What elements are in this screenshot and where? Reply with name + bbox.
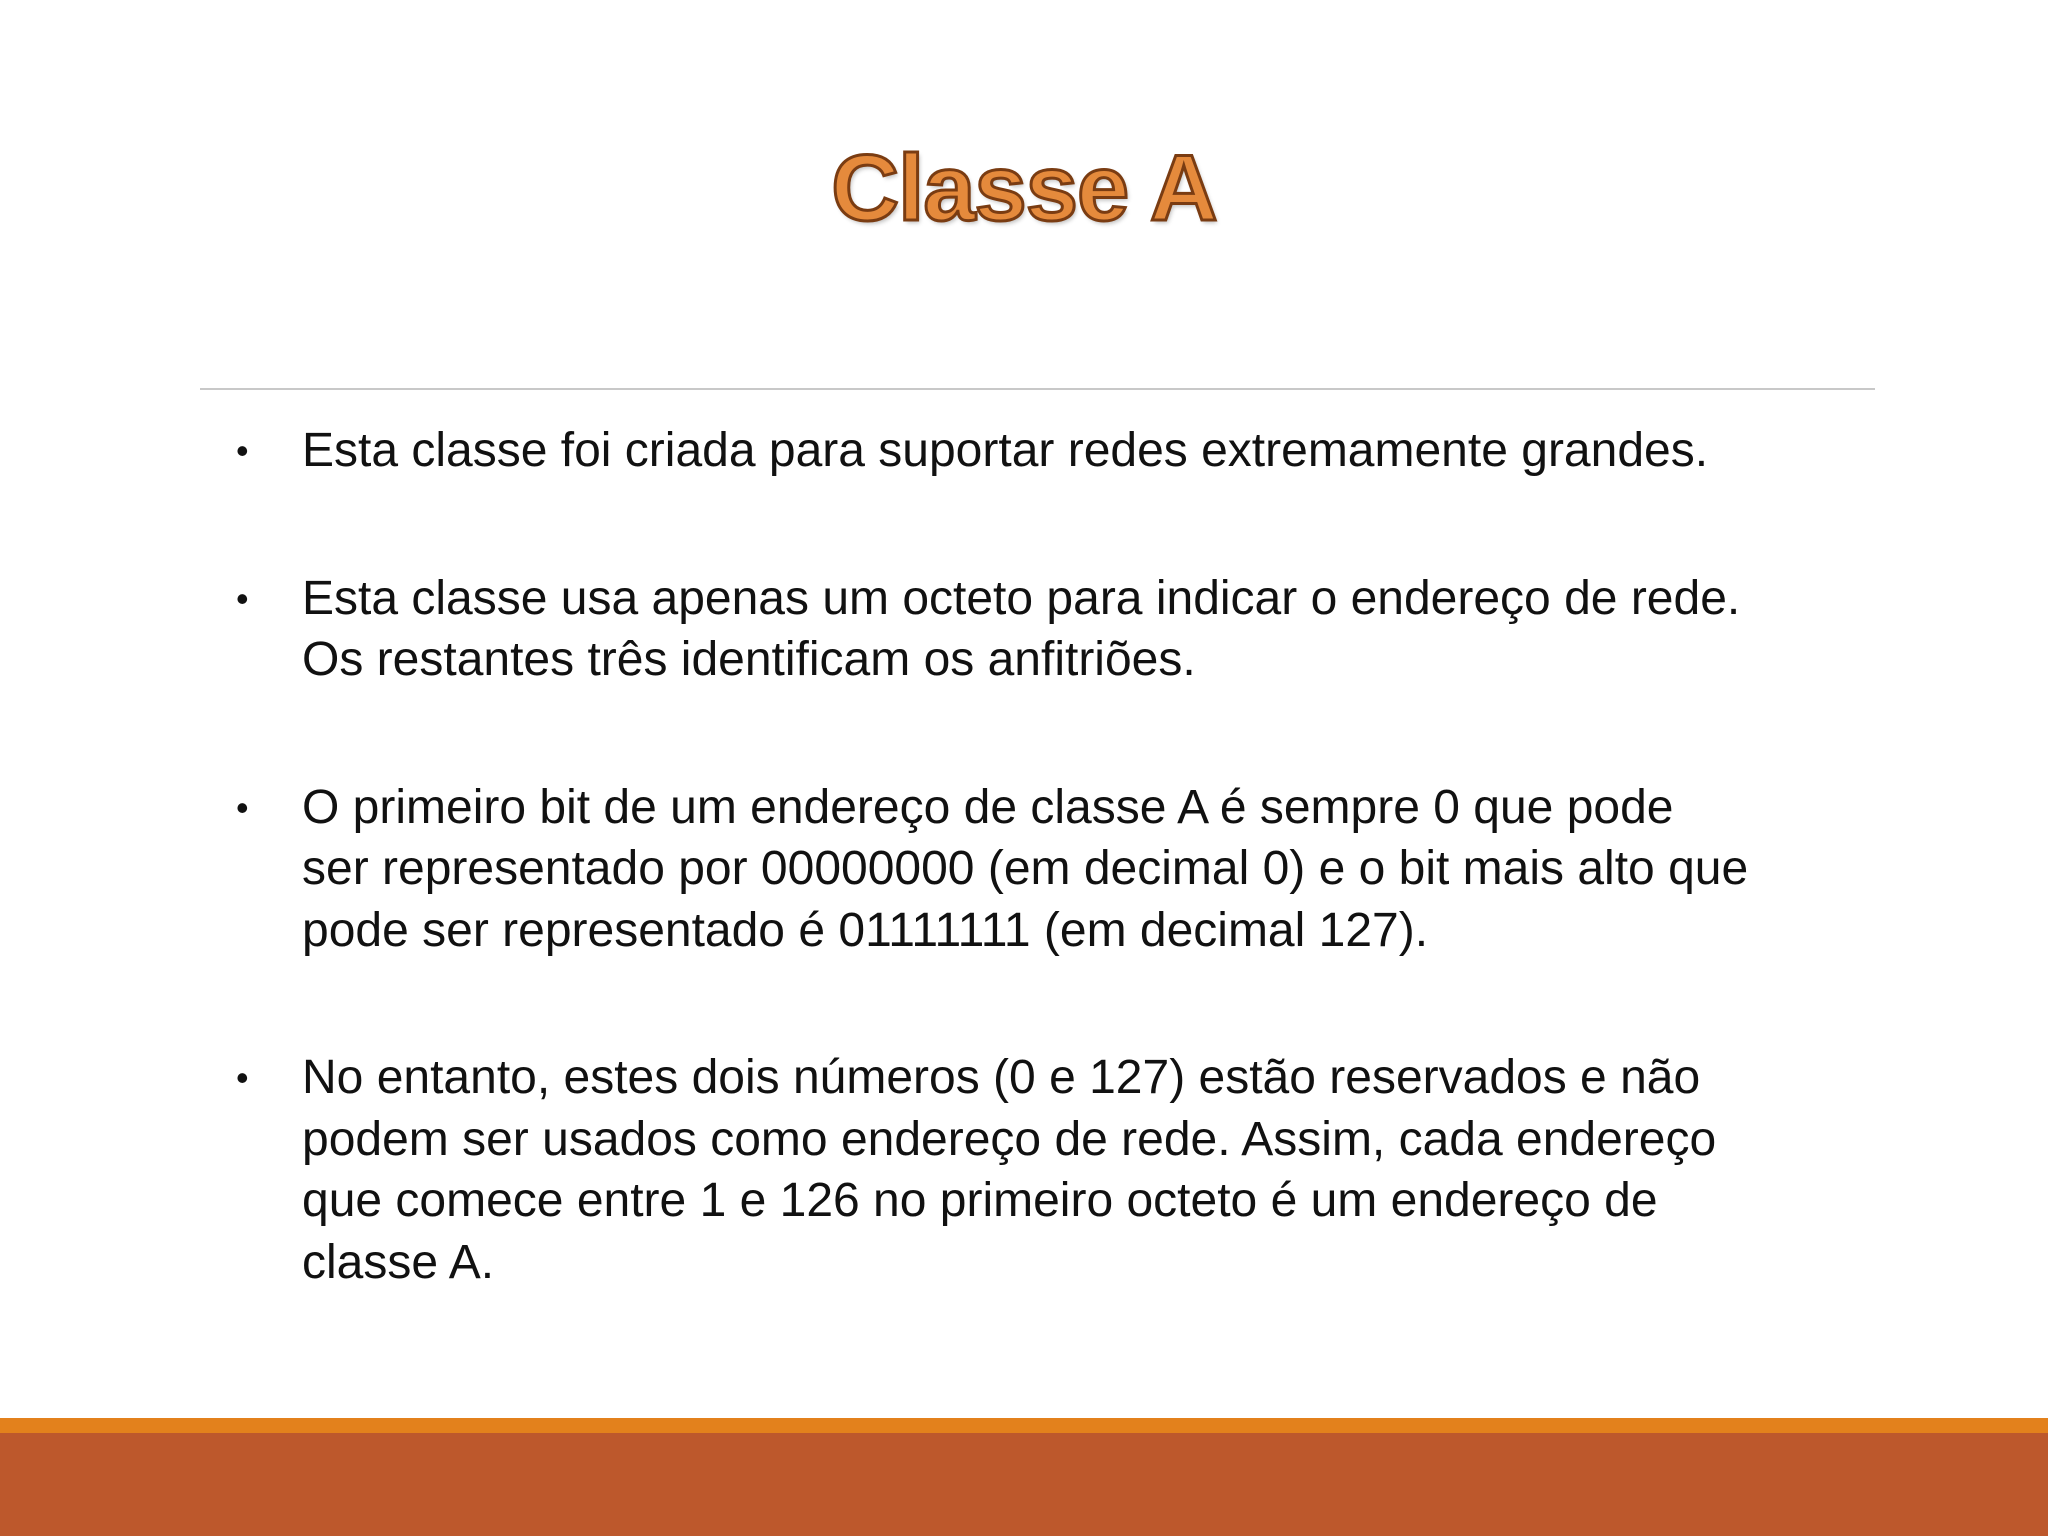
bullet-text: Esta classe usa apenas um octeto para indicar o endereço de rede. Os restantes três identificam os anfitriões. [302, 571, 1741, 686]
slide-title: Classe A [831, 135, 1217, 240]
bullet-dot-icon: • [236, 430, 249, 471]
footer-accent-stripe [0, 1418, 2048, 1433]
bullet-item [230, 777, 1750, 962]
bullet-text: Esta classe foi criada para suportar redes extremamente grandes. [302, 424, 1709, 477]
bullet-text: O primeiro bit de um endereço de classe A é sempre 0 que pode ser representado por 00000000 (em decimal 0) e o bit mais alto que pode ser representado é 01111111 (em decimal 127). [302, 780, 1749, 957]
bullet-text: No entanto, estes dois números (0 e 127) estão reservados e não podem ser usados como endereço de rede. Assim, cada endereço que comece entre 1 e 126 no primeiro octeto é um endereço de classe A. [302, 1051, 1717, 1289]
bullet-list [230, 420, 1750, 1293]
bullet-dot-icon: • [236, 577, 249, 619]
bullet-dot-icon: • [236, 1057, 249, 1098]
bullet-item [230, 1047, 1750, 1293]
bullet-dot-icon: • [236, 786, 249, 828]
bullet-item [230, 568, 1750, 691]
footer-band [0, 1433, 2048, 1536]
bullet-item [230, 420, 1750, 482]
title-divider [200, 388, 1875, 390]
